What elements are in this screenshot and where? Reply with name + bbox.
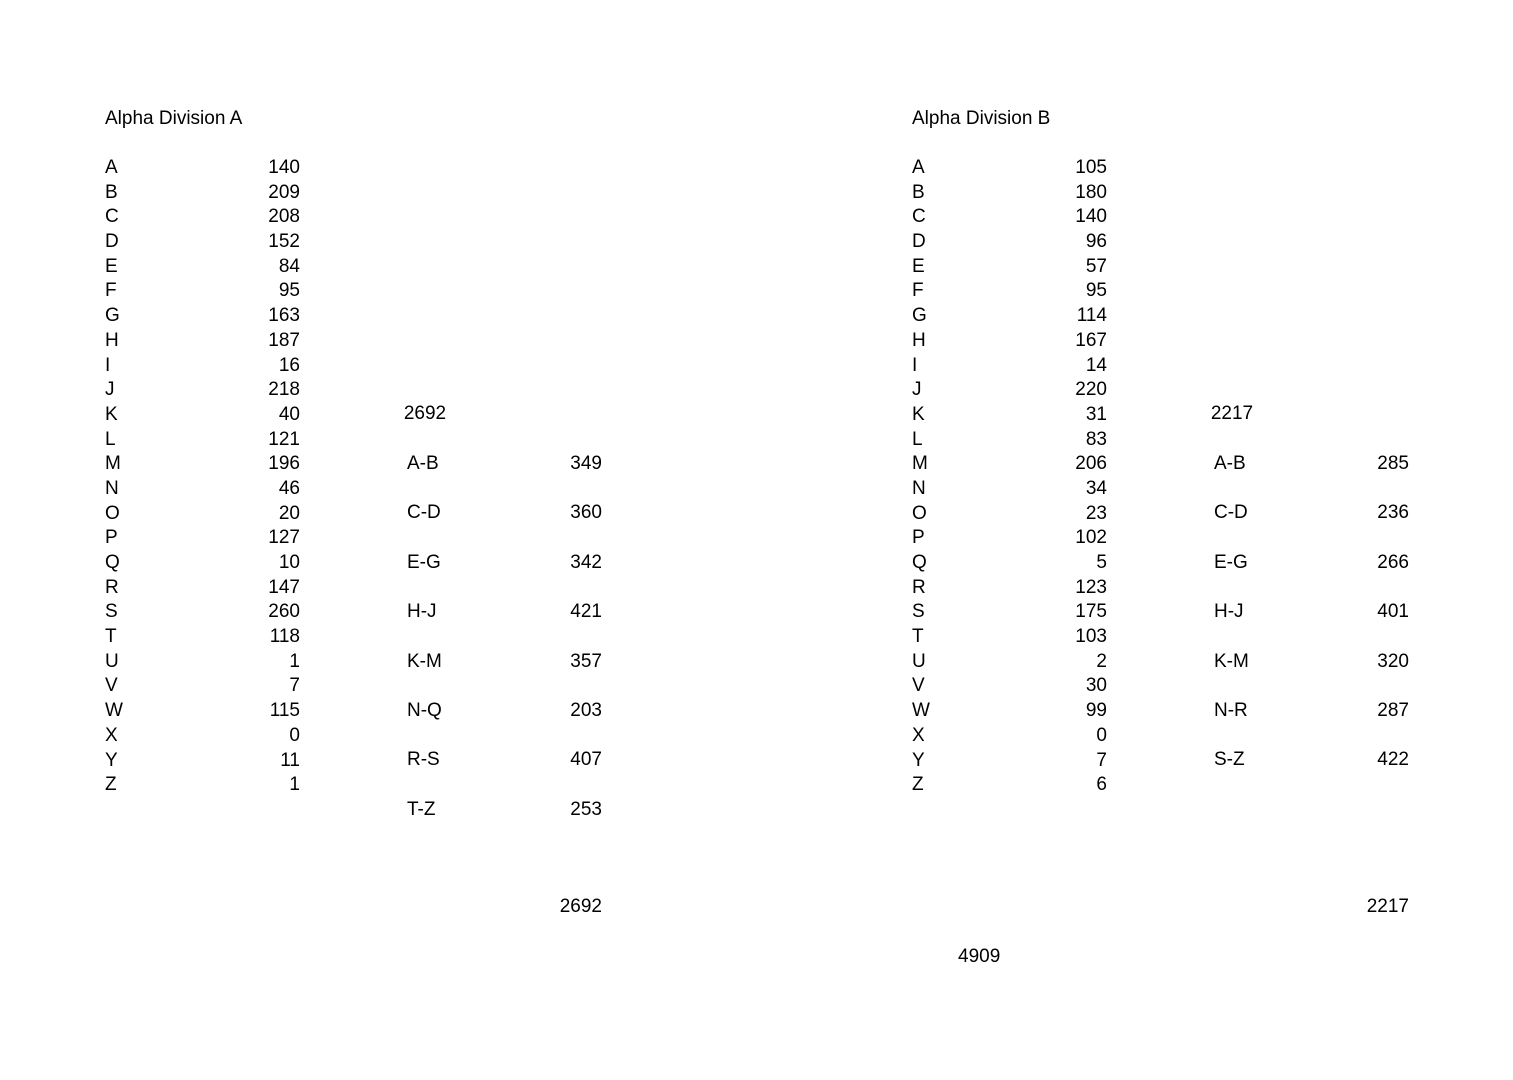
letter-count: 140 xyxy=(1075,206,1107,228)
letter-label: M xyxy=(912,453,928,475)
letter-count: 115 xyxy=(269,700,300,722)
group-range-label: R-S xyxy=(407,749,440,771)
letter-label: R xyxy=(912,576,926,598)
group-range-label: S-Z xyxy=(1214,749,1245,771)
letter-row xyxy=(105,403,300,428)
letter-label: D xyxy=(105,231,119,253)
group-sum-list xyxy=(1214,452,1409,798)
division-title: Alpha Division B xyxy=(912,108,1051,129)
letter-label: L xyxy=(105,428,116,450)
letter-count: 127 xyxy=(268,527,300,549)
group-row xyxy=(407,798,602,847)
letter-row xyxy=(912,773,1107,798)
letter-row xyxy=(105,428,300,453)
letter-row xyxy=(105,502,300,527)
group-range-label: H-J xyxy=(407,601,437,623)
letter-count-list xyxy=(912,156,1107,798)
letter-count: 6 xyxy=(1096,774,1107,796)
letter-row xyxy=(105,477,300,502)
letter-label: N xyxy=(105,477,119,499)
group-range-label: H-J xyxy=(1214,601,1244,623)
letter-count: 99 xyxy=(1085,700,1107,722)
letter-label: H xyxy=(105,329,119,351)
division-subtotal: 2692 xyxy=(403,403,447,424)
letter-label: C xyxy=(912,206,926,228)
letter-row xyxy=(912,205,1107,230)
letter-row xyxy=(105,600,300,625)
letter-label: R xyxy=(105,576,119,598)
letter-label: X xyxy=(912,724,925,746)
letter-row xyxy=(912,625,1107,650)
letter-row xyxy=(912,600,1107,625)
letter-row xyxy=(912,477,1107,502)
letter-row xyxy=(912,674,1107,699)
letter-count: 102 xyxy=(1075,527,1107,549)
group-total: 2217 xyxy=(1366,896,1409,917)
letter-row xyxy=(105,749,300,774)
letter-label: B xyxy=(912,181,925,203)
division-subtotal: 2217 xyxy=(1210,403,1254,424)
group-range-label: N-R xyxy=(1214,699,1248,721)
letter-label: T xyxy=(105,626,117,648)
letter-count: 167 xyxy=(1075,329,1107,351)
letter-label: P xyxy=(912,527,925,549)
letter-label: V xyxy=(105,675,118,697)
letter-label: Z xyxy=(105,774,117,796)
group-row xyxy=(407,748,602,797)
letter-row xyxy=(912,279,1107,304)
letter-count: 0 xyxy=(289,724,300,746)
group-sum: 287 xyxy=(1377,699,1409,721)
letter-count: 103 xyxy=(1075,626,1107,648)
group-range-label: A-B xyxy=(1214,453,1246,474)
letter-label: F xyxy=(912,280,924,302)
letter-count: 206 xyxy=(1075,453,1107,475)
letter-count: 7 xyxy=(289,675,300,697)
letter-count: 57 xyxy=(1085,255,1107,277)
letter-row xyxy=(105,625,300,650)
letter-count: 105 xyxy=(1075,157,1107,178)
letter-label: W xyxy=(912,700,930,722)
group-sum: 266 xyxy=(1377,551,1409,573)
letter-count: 11 xyxy=(280,749,300,771)
letter-label: K xyxy=(912,403,925,425)
group-row xyxy=(407,551,602,600)
grand-total: 4909 xyxy=(958,946,1001,967)
group-sum: 236 xyxy=(1377,502,1409,524)
group-sum: 285 xyxy=(1377,453,1409,474)
letter-count: 14 xyxy=(1085,354,1107,376)
group-range-label: C-D xyxy=(407,502,441,524)
letter-count: 34 xyxy=(1085,477,1107,499)
letter-row xyxy=(912,502,1107,527)
group-sum: 421 xyxy=(570,601,602,623)
letter-count: 0 xyxy=(1096,724,1107,746)
letter-count: 152 xyxy=(268,231,300,253)
letter-label: J xyxy=(105,379,115,401)
group-row xyxy=(1214,748,1409,797)
group-sum: 253 xyxy=(570,798,602,820)
letter-label: E xyxy=(105,255,118,277)
letter-label: V xyxy=(912,675,925,697)
letter-count: 31 xyxy=(1085,403,1107,425)
letter-count: 84 xyxy=(278,255,300,277)
letter-row xyxy=(105,378,300,403)
letter-row xyxy=(912,255,1107,280)
letter-count: 220 xyxy=(1075,379,1107,401)
letter-count: 1 xyxy=(289,774,300,796)
group-row xyxy=(1214,600,1409,649)
letter-row xyxy=(105,699,300,724)
letter-row xyxy=(105,205,300,230)
letter-count: 121 xyxy=(268,428,300,450)
letter-label: T xyxy=(912,626,924,648)
letter-label: A xyxy=(105,157,118,178)
group-range-label: K-M xyxy=(407,650,442,672)
letter-row xyxy=(912,724,1107,749)
letter-row xyxy=(105,304,300,329)
group-range-label: A-B xyxy=(407,453,439,474)
letter-count: 180 xyxy=(1075,181,1107,203)
group-row xyxy=(1214,501,1409,550)
letter-label: X xyxy=(105,724,118,746)
group-sum: 349 xyxy=(570,453,602,474)
group-row xyxy=(1214,452,1409,501)
group-total: 2692 xyxy=(559,896,602,917)
letter-label: N xyxy=(912,477,926,499)
group-row xyxy=(407,600,602,649)
group-sum: 320 xyxy=(1377,650,1409,672)
letter-count: 163 xyxy=(268,305,300,327)
letter-label: Z xyxy=(912,774,924,796)
letter-row xyxy=(912,551,1107,576)
letter-row xyxy=(912,650,1107,675)
letter-count: 7 xyxy=(1096,749,1107,771)
letter-count: 118 xyxy=(269,626,300,648)
letter-row xyxy=(105,551,300,576)
letter-label: G xyxy=(105,305,120,327)
letter-count: 46 xyxy=(278,477,300,499)
letter-row xyxy=(105,576,300,601)
letter-row xyxy=(105,650,300,675)
letter-label: W xyxy=(105,700,123,722)
letter-row xyxy=(912,403,1107,428)
group-sum: 422 xyxy=(1377,749,1409,771)
letter-label: C xyxy=(105,206,119,228)
letter-label: K xyxy=(105,403,118,425)
letter-row xyxy=(912,749,1107,774)
letter-count: 1 xyxy=(289,650,300,672)
letter-label: O xyxy=(912,502,927,524)
group-row xyxy=(1214,551,1409,600)
letter-row xyxy=(912,329,1107,354)
letter-row xyxy=(105,773,300,798)
group-range-label: K-M xyxy=(1214,650,1249,672)
letter-row xyxy=(105,354,300,379)
letter-count: 10 xyxy=(278,552,300,573)
group-row xyxy=(1214,650,1409,699)
group-sum: 342 xyxy=(570,551,602,573)
letter-row xyxy=(912,526,1107,551)
letter-label: J xyxy=(912,379,922,401)
letter-row xyxy=(105,329,300,354)
letter-row xyxy=(912,452,1107,477)
letter-row xyxy=(105,526,300,551)
letter-count: 40 xyxy=(278,403,300,425)
letter-label: Y xyxy=(105,749,118,771)
letter-label: Q xyxy=(912,552,927,573)
letter-count: 95 xyxy=(1085,280,1107,302)
letter-label: Q xyxy=(105,552,120,573)
group-sum: 407 xyxy=(570,749,602,771)
letter-row xyxy=(105,674,300,699)
letter-row xyxy=(912,181,1107,206)
letter-row xyxy=(912,699,1107,724)
letter-row xyxy=(105,181,300,206)
letter-row xyxy=(912,230,1107,255)
group-range-label: C-D xyxy=(1214,502,1248,524)
letter-label: U xyxy=(105,650,119,672)
group-range-label: E-G xyxy=(407,551,441,573)
letter-row xyxy=(912,156,1107,181)
letter-count: 209 xyxy=(268,181,300,203)
letter-label: Y xyxy=(912,749,925,771)
letter-count: 208 xyxy=(268,206,300,228)
letter-row xyxy=(105,724,300,749)
letter-row xyxy=(105,230,300,255)
division-b-section xyxy=(807,0,1513,1080)
letter-count: 123 xyxy=(1075,576,1107,598)
letter-label: E xyxy=(912,255,925,277)
letter-label: O xyxy=(105,502,120,524)
letter-count: 260 xyxy=(268,601,300,623)
group-range-label: E-G xyxy=(1214,551,1248,573)
letter-label: P xyxy=(105,527,118,549)
group-sum: 401 xyxy=(1377,601,1409,623)
group-sum-list xyxy=(407,452,602,847)
letter-row xyxy=(105,156,300,181)
letter-row xyxy=(912,576,1107,601)
group-sum: 360 xyxy=(570,502,602,524)
group-range-label: N-Q xyxy=(407,699,442,721)
letter-row xyxy=(912,378,1107,403)
letter-count: 23 xyxy=(1085,502,1107,524)
letter-row xyxy=(105,255,300,280)
letter-count: 2 xyxy=(1096,650,1107,672)
letter-count: 83 xyxy=(1085,428,1107,450)
letter-count: 96 xyxy=(1085,231,1107,253)
letter-label: F xyxy=(105,280,117,302)
letter-label: L xyxy=(912,428,923,450)
letter-row xyxy=(912,354,1107,379)
letter-count: 20 xyxy=(278,502,300,524)
letter-label: A xyxy=(912,157,925,178)
letter-count: 175 xyxy=(1075,601,1107,623)
group-row xyxy=(407,501,602,550)
letter-label: I xyxy=(912,354,918,376)
letter-count: 16 xyxy=(278,354,300,376)
division-title: Alpha Division A xyxy=(105,108,243,129)
letter-row xyxy=(105,452,300,477)
group-sum: 357 xyxy=(570,650,602,672)
letter-count: 147 xyxy=(268,576,300,598)
group-range-label: T-Z xyxy=(407,798,436,820)
letter-row xyxy=(912,304,1107,329)
letter-label: U xyxy=(912,650,926,672)
letter-label: H xyxy=(912,329,926,351)
letter-row xyxy=(912,428,1107,453)
group-row xyxy=(1214,699,1409,748)
letter-label: M xyxy=(105,453,121,475)
letter-label: G xyxy=(912,305,927,327)
letter-label: I xyxy=(105,354,111,376)
letter-label: S xyxy=(912,601,925,623)
group-row xyxy=(407,650,602,699)
group-sum: 203 xyxy=(570,699,602,721)
letter-label: D xyxy=(912,231,926,253)
group-row xyxy=(407,699,602,748)
letter-count: 30 xyxy=(1085,675,1107,697)
letter-count: 5 xyxy=(1096,552,1107,573)
letter-label: B xyxy=(105,181,118,203)
group-row xyxy=(407,452,602,501)
letter-count: 140 xyxy=(268,157,300,178)
letter-count: 114 xyxy=(1076,305,1107,327)
letter-count: 218 xyxy=(268,379,300,401)
letter-row xyxy=(105,279,300,304)
letter-label: S xyxy=(105,601,118,623)
letter-count: 95 xyxy=(278,280,300,302)
letter-count-list xyxy=(105,156,300,798)
letter-count: 196 xyxy=(268,453,300,475)
letter-count: 187 xyxy=(268,329,300,351)
